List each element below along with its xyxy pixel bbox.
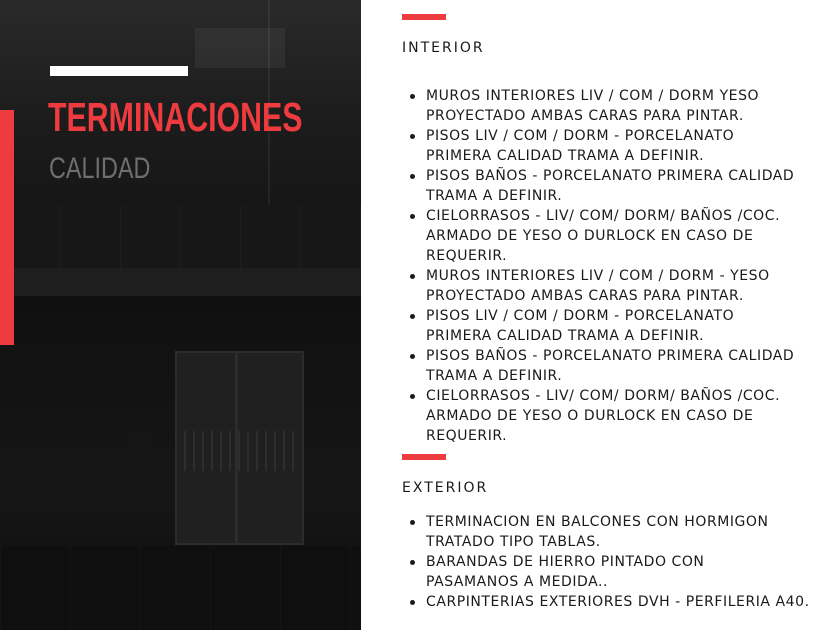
- section-heading-exterior: EXTERIOR: [402, 480, 489, 496]
- floor-tiles-bottom: [0, 546, 361, 630]
- accent-side-bar: [0, 110, 14, 345]
- photo-divider: [0, 268, 361, 296]
- page-title: TERMINACIONES: [48, 94, 303, 140]
- list-item: CIELORRASOS - LIV/ COM/ DORM/ BAÑOS /COC. ARMADO DE YESO O DURLOCK EN CASO DE REQUERIR.: [402, 386, 794, 446]
- list-item: MUROS INTERIORES LIV / COM / DORM YESO PROYECTADO AMBAS CARAS PARA PINTAR.: [402, 86, 794, 126]
- list-item: CARPINTERIAS EXTERIORES DVH - PERFILERIA A40.: [402, 592, 810, 612]
- balcony-railing: [175, 431, 300, 471]
- section-accent-bar: [402, 14, 446, 20]
- page-subtitle: CALIDAD: [49, 152, 151, 185]
- list-item: PISOS LIV / COM / DORM - PORCELANATO PRIMERA CALIDAD TRAMA A DEFINIR.: [402, 126, 794, 166]
- floor-tiles: [0, 205, 361, 268]
- list-item: MUROS INTERIORES LIV / COM / DORM - YESO PROYECTADO AMBAS CARAS PARA PINTAR.: [402, 266, 794, 306]
- ceiling-shape: [195, 28, 285, 68]
- exterior-section: [402, 454, 832, 610]
- section-heading-interior: INTERIOR: [402, 40, 485, 56]
- chair-silhouette: [125, 431, 155, 501]
- exterior-list: [402, 512, 810, 612]
- hero-panel: [0, 0, 361, 630]
- list-item: CIELORRASOS - LIV/ COM/ DORM/ BAÑOS /COC. ARMADO DE YESO O DURLOCK EN CASO DE REQUERIR.: [402, 206, 794, 266]
- list-item: PISOS BAÑOS - PORCELANATO PRIMERA CALIDAD TRAMA A DEFINIR.: [402, 346, 794, 386]
- section-accent-bar: [402, 454, 446, 460]
- list-item: BARANDAS DE HIERRO PINTADO CON PASAMANOS A MEDIDA..: [402, 552, 810, 592]
- list-item: PISOS LIV / COM / DORM - PORCELANATO PRIMERA CALIDAD TRAMA A DEFINIR.: [402, 306, 794, 346]
- interior-section: [402, 14, 832, 444]
- list-item: PISOS BAÑOS - PORCELANATO PRIMERA CALIDAD TRAMA A DEFINIR.: [402, 166, 794, 206]
- title-accent-bar: [50, 66, 188, 76]
- interior-list: [402, 86, 794, 446]
- interior-photo-bottom: [0, 296, 361, 630]
- list-item: TERMINACION EN BALCONES CON HORMIGON TRATADO TIPO TABLAS.: [402, 512, 810, 552]
